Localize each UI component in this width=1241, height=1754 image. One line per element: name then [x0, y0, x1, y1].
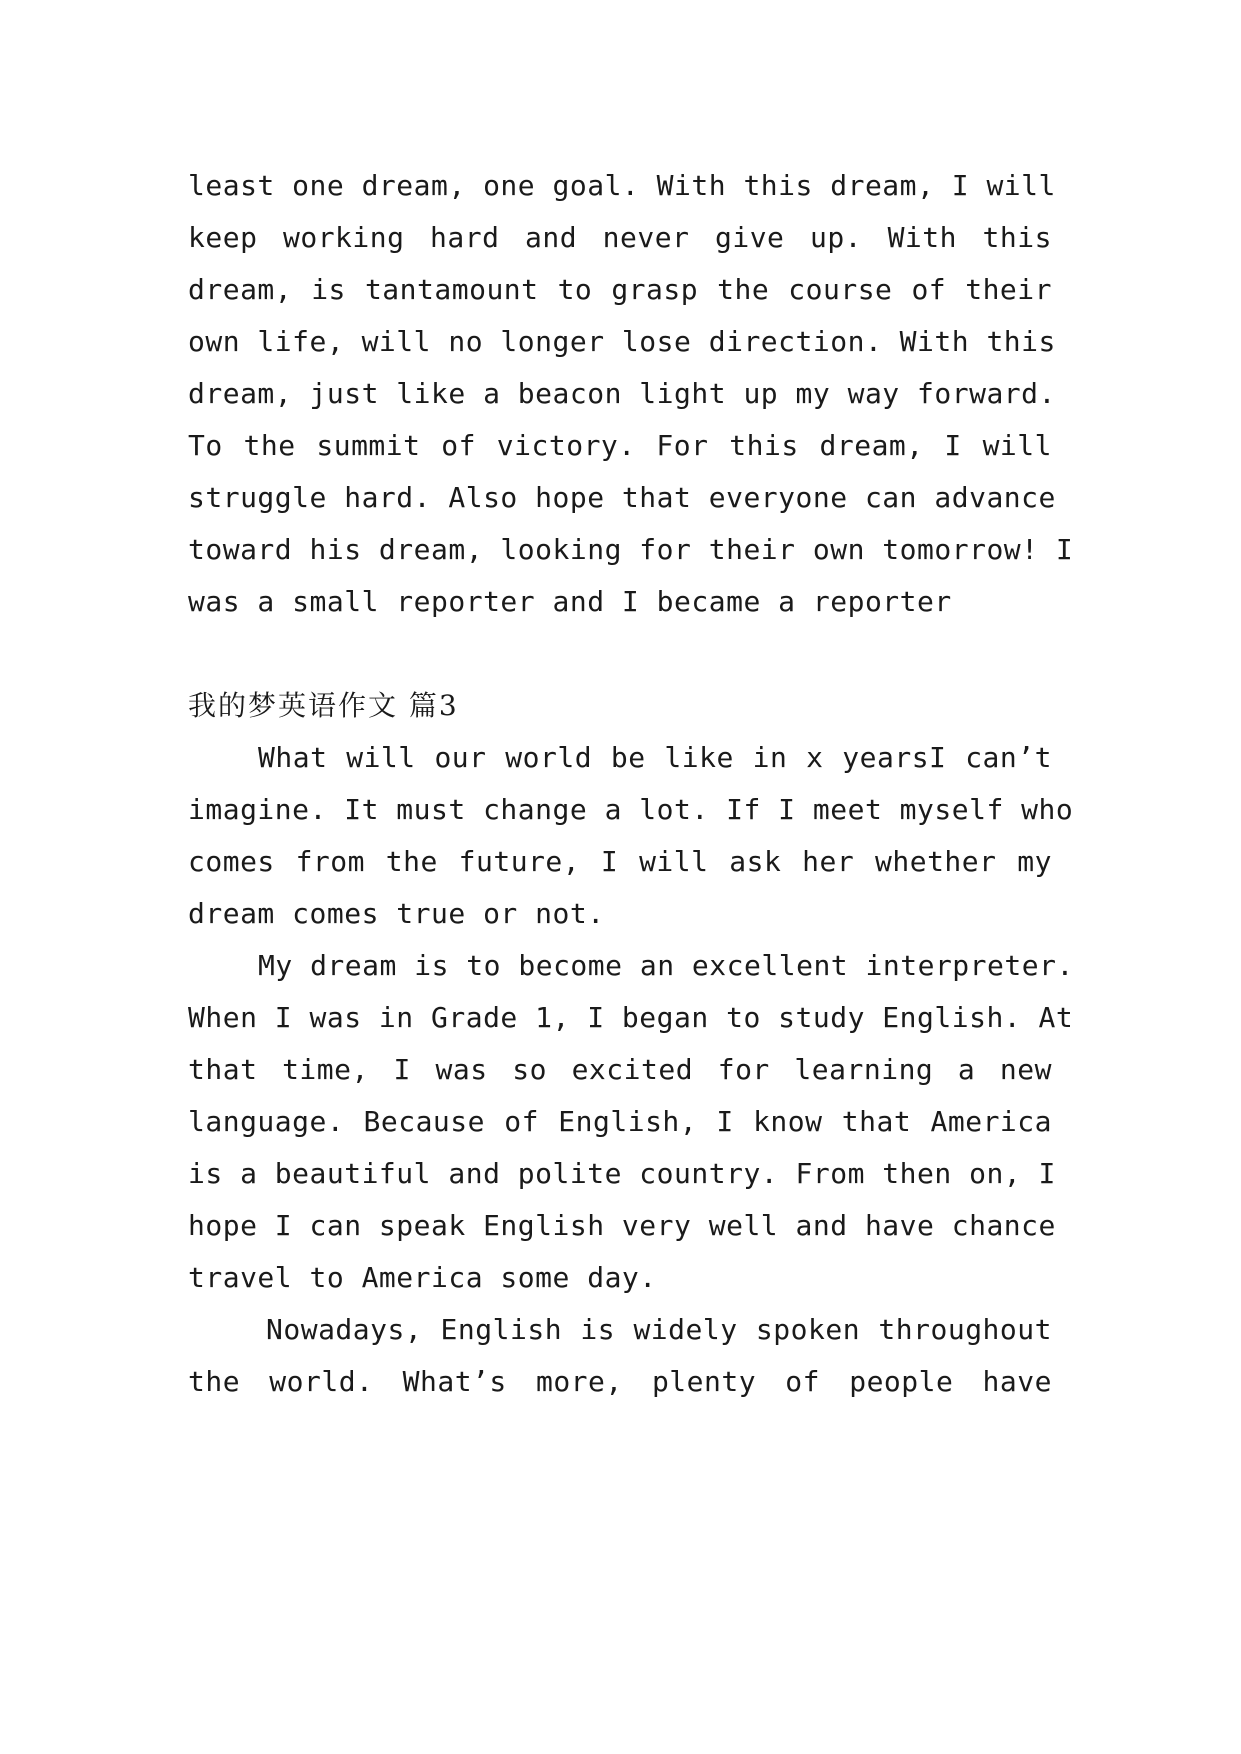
paragraph-line: dream, is tantamount to grasp the course of their: [188, 273, 1052, 306]
paragraph-line: own life, will no longer lose direction. With this: [188, 325, 1056, 358]
paragraph-line: toward his dream, looking for their own tomorrow! I: [188, 533, 1074, 566]
paragraph-line: To the summit of victory. For this dream, I will: [188, 429, 1052, 462]
section-heading: 我的梦英语作文 篇3: [188, 689, 459, 722]
paragraph-line: dream comes true or not.: [188, 897, 605, 930]
paragraph-line: What will our world be like in x yearsI can’t: [258, 741, 1052, 774]
paragraph-line: that time, I was so excited for learning a new: [188, 1053, 1052, 1086]
paragraph-line: keep working hard and never give up. With this: [188, 221, 1052, 254]
paragraph-line: comes from the future, I will ask her whether my: [188, 845, 1052, 878]
paragraph-line: language. Because of English, I know that America: [188, 1105, 1052, 1138]
paragraph-line: is a beautiful and polite country. From then on, I: [188, 1157, 1056, 1190]
paragraph-line: dream, just like a beacon light up my way forward.: [188, 377, 1056, 410]
paragraph-line: When I was in Grade 1, I began to study English. At: [188, 1001, 1074, 1034]
paragraph-line: Nowadays, English is widely spoken throughout: [266, 1313, 1052, 1346]
paragraph-line: hope I can speak English very well and have chance: [188, 1209, 1056, 1242]
paragraph-line: was a small reporter and I became a reporter: [188, 585, 952, 618]
paragraph-line: struggle hard. Also hope that everyone can advance: [188, 481, 1056, 514]
paragraph-line: travel to America some day.: [188, 1261, 657, 1294]
paragraph-line: the world. What’s more, plenty of people have: [188, 1365, 1052, 1398]
paragraph-line: least one dream, one goal. With this dream, I will: [188, 169, 1056, 202]
paragraph-line: My dream is to become an excellent interpreter.: [258, 949, 1074, 982]
paragraph-line: imagine. It must change a lot. If I meet myself who: [188, 793, 1074, 826]
